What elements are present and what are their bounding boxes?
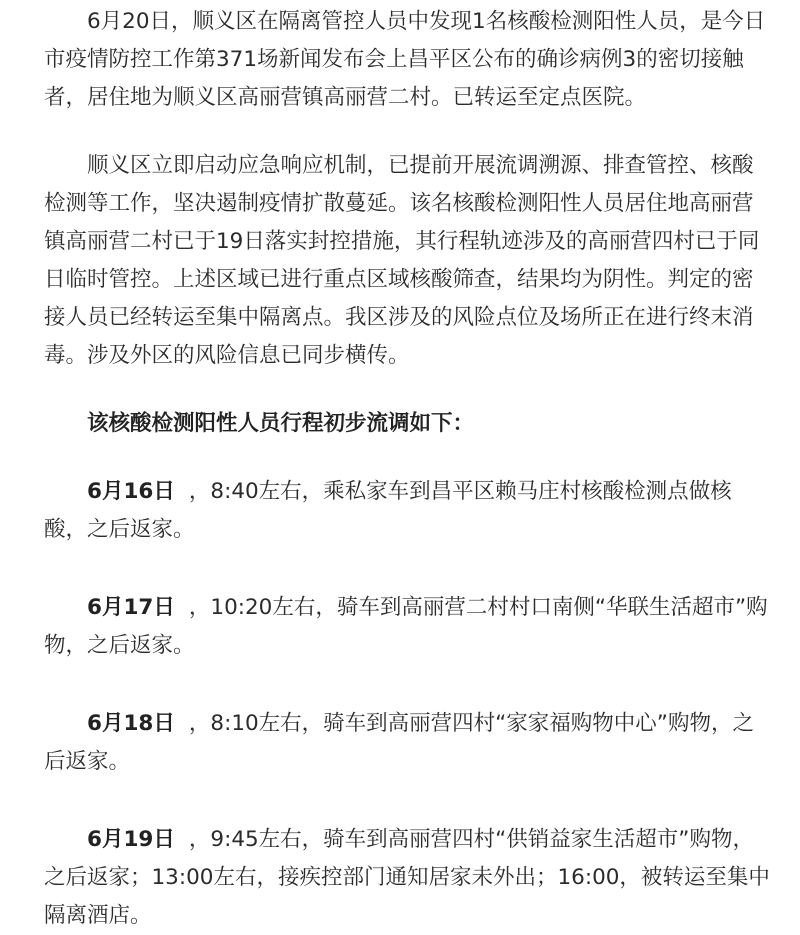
itinerary-text: ，8:10左右，骑车到高丽营四村“家家福购物中心”购物，之后返家。	[44, 711, 754, 774]
itinerary-date: 6月17日	[87, 595, 175, 620]
itinerary-text: ，10:20左右，骑车到高丽营二村村口南侧“华联生活超市”购物，之后返家。	[44, 595, 768, 658]
spacer	[44, 781, 770, 821]
itinerary-date: 6月19日	[87, 827, 175, 852]
itinerary-text: ，8:40左右，乘私家车到昌平区赖马庄村核酸检测点做核酸，之后返家。	[44, 479, 732, 542]
paragraph-response: 顺义区立即启动应急响应机制，已提前开展流调溯源、排查管控、核酸检测等工作，坚决遏制疫情扩散蔓延。该名核酸检测阳性人员居住地高丽营镇高丽营二村已于19日落实封控措施，其行程轨迹涉及的高丽营四村已于同日临时管控。上述区域已进行重点区域核酸筛查，结果均为阴性。判定的密接人员已经转运至集中隔离点。我区涉及的风险点位及场所正在进行终末消毒。涉及外区的风险信息已同步横传。	[44, 153, 760, 368]
itinerary-heading: 该核酸检测阳性人员行程初步流调如下：	[87, 411, 475, 436]
spacer	[44, 117, 770, 147]
spacer	[44, 443, 770, 473]
itinerary-entry	[44, 705, 770, 781]
itinerary-date: 6月16日	[87, 479, 175, 504]
spacer	[44, 549, 770, 589]
paragraph-announcement: 6月20日，顺义区在隔离管控人员中发现1名核酸检测阳性人员，是今日市疫情防控工作第371场新闻发布会上昌平区公布的确诊病例3的密切接触者，居住地为顺义区高丽营镇高丽营二村。已转运至定点医院。	[44, 9, 766, 110]
itinerary-entry	[44, 473, 770, 549]
itinerary-date: 6月18日	[87, 711, 175, 736]
itinerary-text: ，9:45左右，骑车到高丽营四村“供销益家生活超市”购物，之后返家；13:00左右，接疾控部门通知居家未外出；16:00，被转运至集中隔离酒店。	[44, 827, 770, 928]
itinerary-entry	[44, 821, 770, 935]
spacer	[44, 375, 770, 405]
itinerary-entry	[44, 589, 770, 665]
spacer	[44, 665, 770, 705]
